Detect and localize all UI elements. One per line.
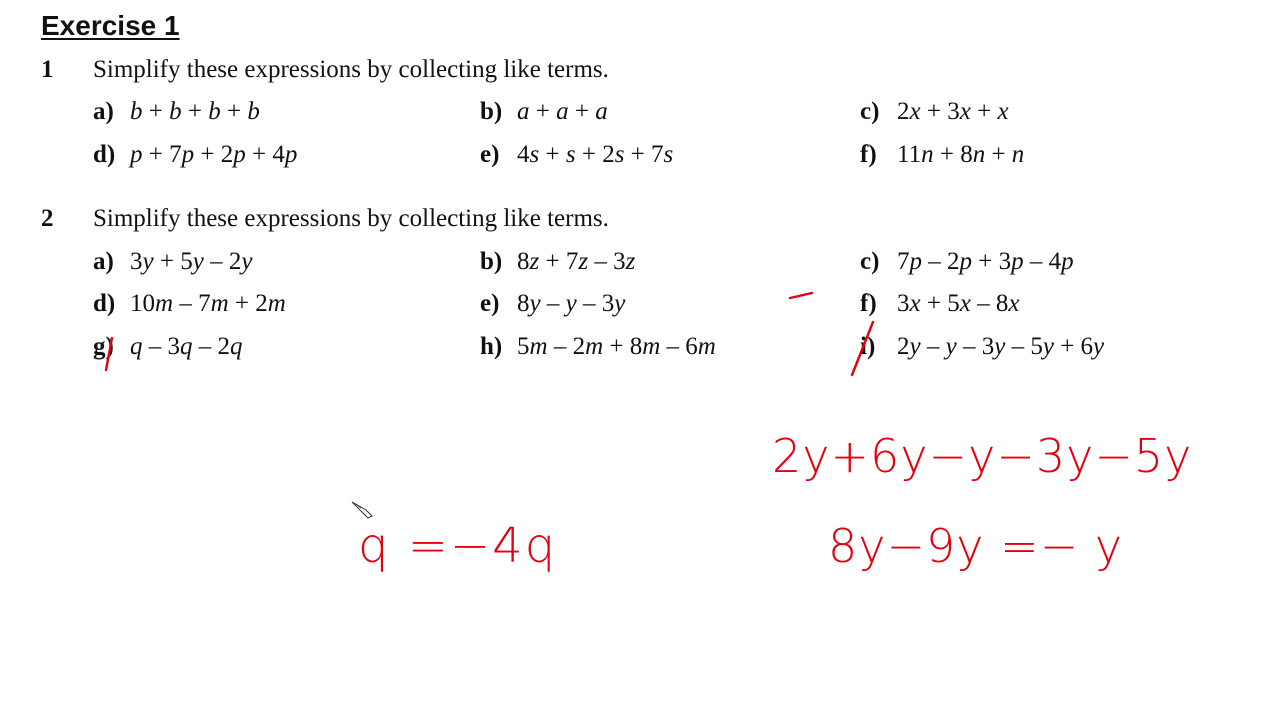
part-label: f)	[860, 290, 877, 317]
part-expression: 2x + 3x + x	[897, 98, 1009, 125]
part-label: g)	[93, 333, 114, 360]
pen-cursor-icon	[352, 502, 372, 518]
part-expression: 7p – 2p + 3p – 4p	[897, 248, 1074, 275]
part-expression: 11n + 8n + n	[897, 141, 1025, 168]
part-expression: a + a + a	[517, 98, 608, 125]
part-expression: 8y – y – 3y	[517, 290, 626, 317]
part-label: a)	[93, 98, 114, 125]
handwritten-working-line-2: 8y−9y =− y	[828, 519, 1124, 573]
part-label: a)	[93, 248, 114, 275]
part-label: d)	[93, 290, 116, 317]
handwritten-working-line-1: 2y+6y−y−3y−5y	[772, 429, 1193, 483]
part-expression: 2y – y – 3y – 5y + 6y	[897, 333, 1105, 360]
part-label: b)	[480, 98, 503, 125]
part-label: c)	[860, 248, 880, 275]
part-label: e)	[480, 141, 500, 168]
part-expression: b + b + b + b	[130, 98, 260, 125]
tick-mark-g	[106, 338, 112, 370]
part-label: c)	[860, 98, 880, 125]
part-label: e)	[480, 290, 500, 317]
part-label: b)	[480, 248, 503, 275]
part-expression: p + 7p + 2p + 4p	[130, 141, 298, 168]
part-label: i)	[860, 333, 876, 360]
part-expression: 4s + s + 2s + 7s	[517, 141, 674, 168]
question-1-number: 1	[41, 56, 54, 83]
exercise-title: Exercise 1	[41, 10, 180, 41]
part-expression: q – 3q – 2q	[130, 333, 243, 360]
question-1-prompt: Simplify these expressions by collecting like terms.	[93, 56, 609, 83]
part-expression: 8z + 7z – 3z	[517, 248, 636, 275]
dash-mark-f	[790, 293, 812, 298]
question-2-prompt: Simplify these expressions by collecting like terms.	[93, 205, 609, 232]
question-2-number: 2	[41, 205, 54, 232]
part-label: f)	[860, 141, 877, 168]
tick-mark-i	[852, 322, 873, 375]
part-expression: 3y + 5y – 2y	[130, 248, 253, 275]
part-label: h)	[480, 333, 503, 360]
part-expression: 5m – 2m + 8m – 6m	[517, 333, 716, 360]
handwritten-answer-g: q =−4q	[358, 518, 558, 574]
part-label: d)	[93, 141, 116, 168]
part-expression: 10m – 7m + 2m	[130, 290, 286, 317]
part-expression: 3x + 5x – 8x	[897, 290, 1020, 317]
